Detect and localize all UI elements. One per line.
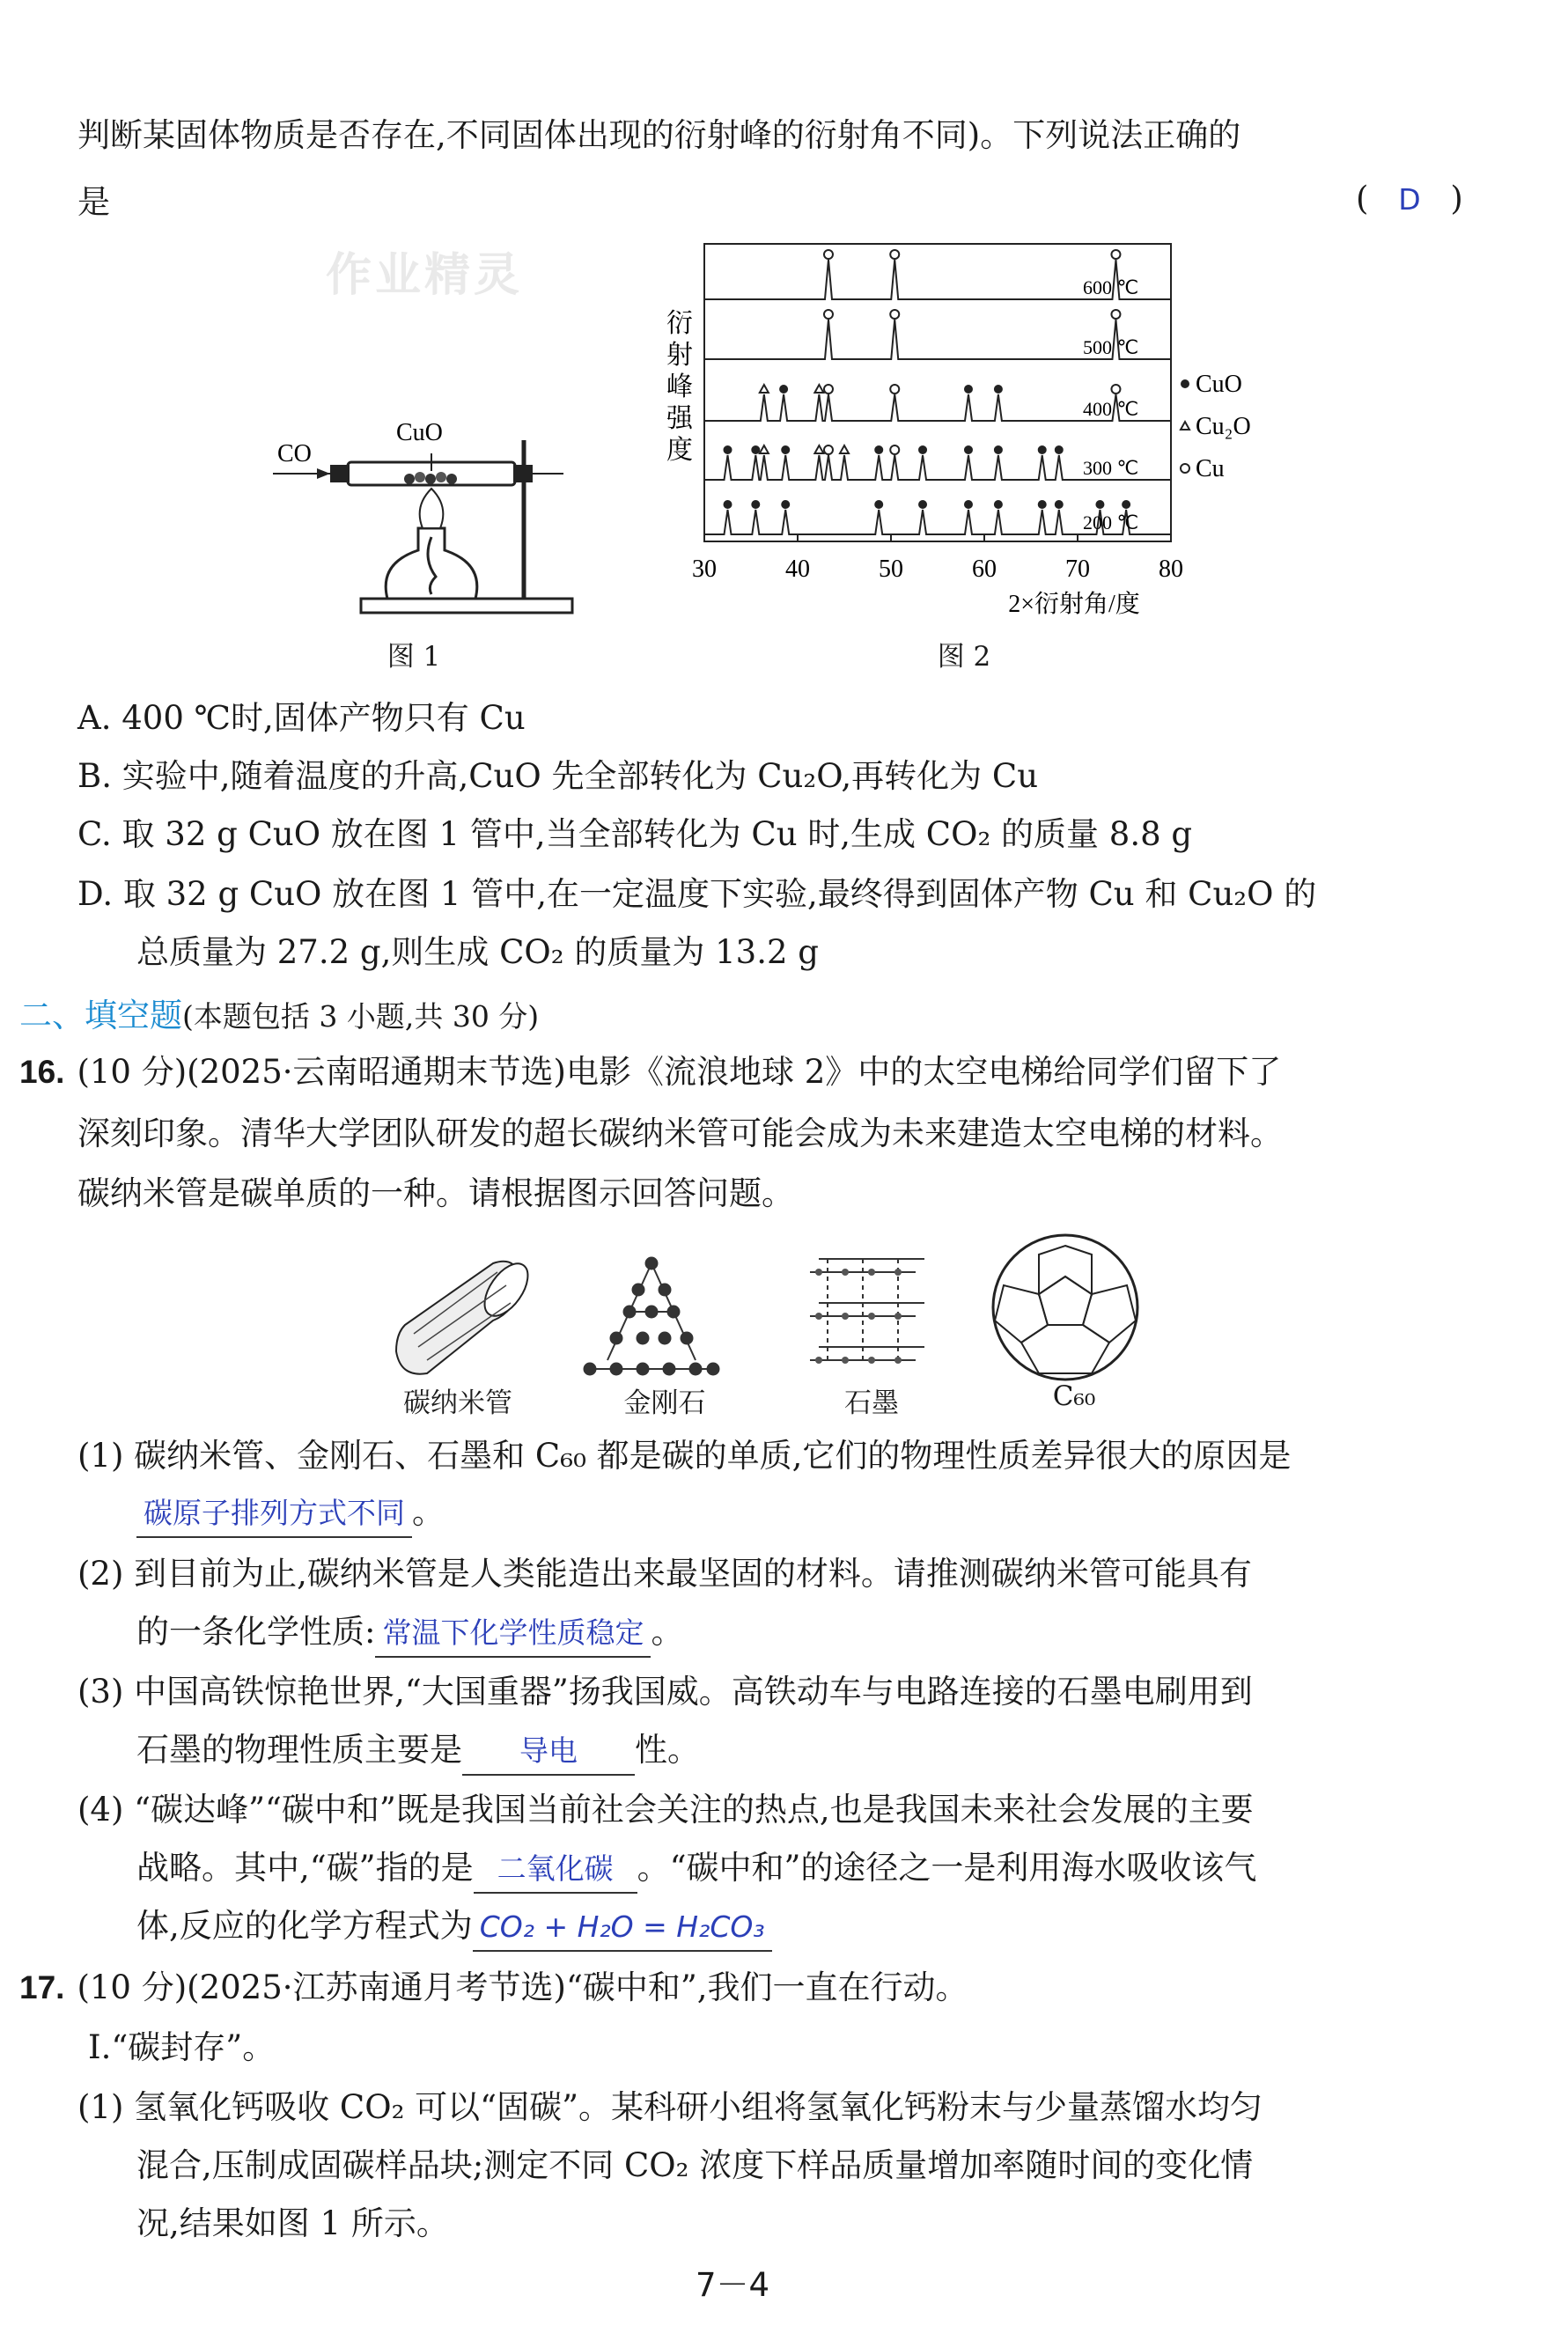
option-b: B. 实验中,随着温度的升高,CuO 先全部转化为 Cu₂O,再转化为 Cu [77,757,1039,795]
peak-marker-cu [890,445,899,454]
caption-diamond: 金刚石 [623,1387,706,1419]
question-text-line: 是 [77,183,110,221]
peak-marker-cuo [724,445,732,454]
label-co: CO [277,440,312,467]
q16-p4-answer: 二氧化碳 [474,1846,637,1894]
peak-marker-cuo [918,445,927,454]
nanotube-illustration [396,1256,536,1374]
stopper-left [330,465,350,482]
q16-number: 16. [19,1054,65,1090]
y-label-char: 度 [666,435,693,466]
peak-marker-cuo [994,445,1003,454]
y-axis-label [666,308,694,466]
temperature-label: 200 ℃ [1083,511,1139,533]
carbon-allotropes-figure [387,1228,1180,1387]
peak-marker-cu [890,310,899,319]
q17-p1-line2: 混合,压制成固碳样品块;测定不同 CO₂ 浓度下样品质量增加率随时间的变化情 [136,2146,1254,2184]
option-d: D. 取 32 g CuO 放在图 1 管中,在一定温度下实验,最终得到固体产物 Cu 和 Cu₂O 的 [77,875,1317,913]
x-tick-label: 80 [1159,556,1183,583]
peak-marker-cuo [1122,500,1130,509]
peak-marker-cuo [779,385,788,394]
q16-p4: (4) “碳达峰”“碳中和”既是我国当前社会关注的热点,也是我国未来社会发展的主要 [77,1791,1254,1829]
q16-line1: 16. (10 分)(2025·云南昭通期末节选)电影《流浪地球 2》中的太空电梯给同学们留下了 [19,1053,1282,1091]
y-label-char: 衍 [666,308,693,339]
peak-marker-cuo [1055,445,1064,454]
peak-marker-cu [824,250,833,259]
figure1-apparatus [264,387,590,625]
q17-p1-line1: (1) 氢氧化钙吸收 CO₂ 可以“固碳”。某科研小组将氢氧化钙粉末与少量蒸馏水均匀 [77,2088,1262,2126]
q17-line1: 17. (10 分)(2025·江苏南通月考节选)“碳中和”,我们一直在行动。 [19,1968,968,2006]
peak-marker-cuo [781,445,790,454]
peak-marker-cuo [751,500,760,509]
peak-marker-cu [890,250,899,259]
caption-graphite: 石墨 [844,1387,899,1419]
legend [1181,371,1251,482]
peak-marker-cuo [964,500,973,509]
peak-marker-cuo [751,445,760,454]
peak-marker-cu [824,385,833,394]
c60-illustration [993,1235,1137,1380]
caption-c60: C₆₀ [1052,1380,1096,1412]
legend-label: Cu₂O [1196,413,1251,440]
y-label-char: 射 [666,340,693,371]
peak-marker-cu2o [814,445,823,453]
peak-marker-cu [1111,385,1120,394]
peak-marker-cuo [964,385,973,394]
x-tick-label: 50 [879,556,903,583]
temperature-label: 600 ℃ [1083,276,1139,298]
q16-p1-answer: 碳原子排列方式不同 [136,1490,412,1538]
answer-bracket: ( D ) [1356,180,1463,217]
x-tick-label: 40 [785,556,810,583]
legend-marker-cuo [1181,379,1189,388]
q17-number: 17. [19,1969,65,2005]
legend-marker-cu2o [1181,422,1189,430]
peak-marker-cuo [918,500,927,509]
peak-marker-cu2o [760,385,769,393]
legend-label: Cu [1196,455,1225,482]
q16-p2-answer: 常温下化学性质稳定 [375,1610,651,1658]
peak-marker-cuo [1095,500,1104,509]
x-tick-label: 60 [972,556,997,583]
diamond-illustration [584,1257,719,1375]
temperature-label: 500 ℃ [1083,336,1139,358]
q17-p1-line3: 况,结果如图 1 所示。 [136,2204,449,2242]
legend-marker-cu [1181,464,1189,473]
x-axis-label: 2×衍射角/度 [1008,591,1140,618]
apparatus-base [361,599,572,613]
question-text-line: 判断某固体物质是否存在,不同固体出现的衍射峰的衍射角不同)。下列说法正确的 [77,116,1241,154]
peak-marker-cuo [1038,445,1047,454]
peak-marker-cuo [1055,500,1064,509]
peak-marker-cuo [874,445,883,454]
flame [420,489,444,528]
option-d-cont: 总质量为 27.2 g,则生成 CO₂ 的质量为 13.2 g [136,933,819,971]
answer-choice: D [1398,182,1421,217]
q16-p4-equation: CO₂ + H₂O = H₂CO₃ [473,1904,772,1952]
figure2-xrd-chart [660,233,1294,629]
section-heading: 二、填空题(本题包括 3 小题,共 30 分) [19,997,540,1034]
caption-nanotube: 碳纳米管 [403,1387,512,1419]
q16-p1-answer-line: 碳原子排列方式不同 。 [136,1490,445,1538]
peak-marker-cu [824,445,833,454]
peak-marker-cu2o [760,445,769,453]
temperature-label: 300 ℃ [1083,457,1139,479]
peak-marker-cuo [874,500,883,509]
q16-p3: (3) 中国高铁惊艳世界,“大国重器”扬我国威。高铁动车与电路连接的石墨电刷用到 [77,1673,1253,1711]
peak-marker-cu2o [840,445,849,453]
peak-marker-cu [824,310,833,319]
y-label-char: 峰 [666,372,693,402]
watermark: 作业精灵 [326,249,524,302]
figure2-caption: 图 2 [937,641,991,673]
q16-p3-answer-line: 石墨的物理性质主要是 导电 性。 [136,1727,700,1776]
page-number: 7－4 [696,2266,770,2304]
peak-marker-cu [1111,250,1120,259]
peak-marker-cu [1111,310,1120,319]
q16-p1: (1) 碳纳米管、金刚石、石墨和 C₆₀ 都是碳的单质,它们的物理性质差异很大的原因是 [77,1437,1292,1475]
peak-marker-cuo [781,500,790,509]
figure1-caption: 图 1 [386,641,441,673]
peak-marker-cu2o [814,385,823,393]
q17-part-heading: Ⅰ.“碳封存”。 [88,2028,276,2066]
peak-marker-cu [890,385,899,394]
stopper-right [513,465,533,482]
label-cuo: CuO [396,419,443,446]
peak-marker-cuo [1038,500,1047,509]
q16-p2-answer-line: 的一条化学性质: 常温下化学性质稳定 。 [136,1609,683,1658]
q16-line3: 碳纳米管是碳单质的一种。请根据图示回答问题。 [77,1174,794,1212]
q16-p2: (2) 到目前为止,碳纳米管是人类能造出来最坚固的材料。请推测碳纳米管可能具有 [77,1555,1252,1593]
q16-p4-equation-line: 体,反应的化学方程式为 CO₂ + H₂O = H₂CO₃ [136,1903,772,1952]
q16-p3-answer: 导电 [462,1728,635,1776]
x-tick-label: 70 [1065,556,1090,583]
peak-marker-cuo [724,500,732,509]
graphite-illustration [810,1259,924,1364]
peak-marker-cuo [994,385,1003,394]
option-a: A. 400 ℃时,固体产物只有 Cu [77,699,526,737]
q16-line2: 深刻印象。清华大学团队研发的超长碳纳米管可能会成为未来建造太空电梯的材料。 [77,1115,1283,1152]
temperature-label: 400 ℃ [1083,398,1139,420]
x-tick-label: 30 [692,556,717,583]
y-label-char: 强 [666,403,693,434]
option-c: C. 取 32 g CuO 放在图 1 管中,当全部转化为 Cu 时,生成 CO₂ 的质量 8.8 g [77,815,1193,853]
peak-marker-cuo [994,500,1003,509]
peak-marker-cuo [964,445,973,454]
legend-label: CuO [1196,371,1242,398]
q16-p4-answer-line: 战略。其中,“碳”指的是 二氧化碳 。“碳中和”的途径之一是利用海水吸收该气 [136,1845,1256,1894]
